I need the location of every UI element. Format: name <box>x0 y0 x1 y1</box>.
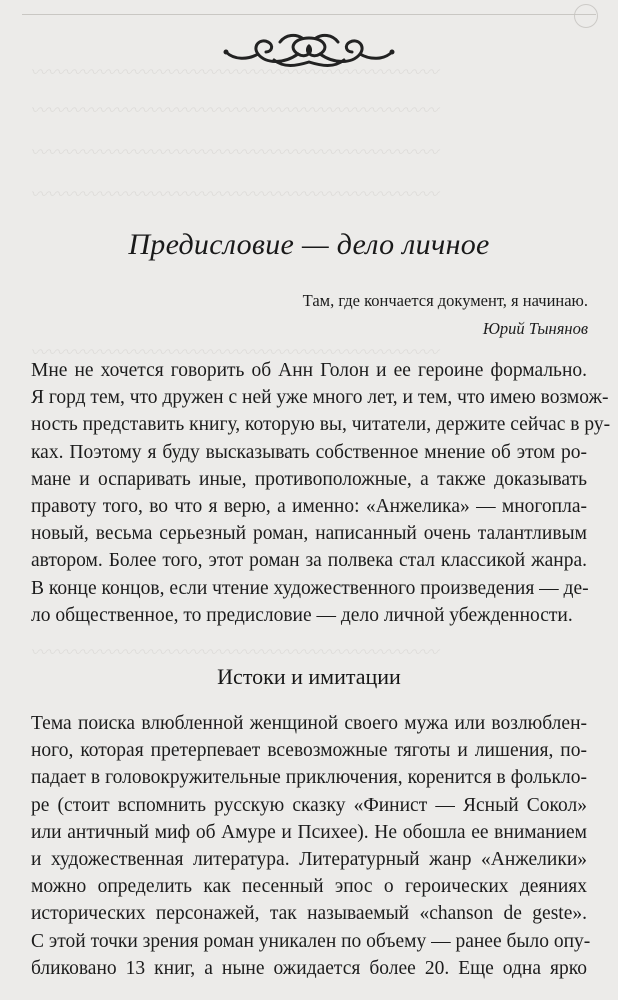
text-line: мане и оспаривать иные, противоположные, а также доказывать <box>31 468 587 490</box>
epigraph-author: Юрий Тынянов <box>482 319 588 338</box>
text-line: исторических персонажей, так называемый «chanson de geste». <box>31 903 587 925</box>
epigraph-quote: Там, где кончается документ, я начинаю. <box>302 291 588 310</box>
show-through-texture: 〰〰〰〰〰〰〰〰〰〰〰〰〰〰〰〰〰〰〰〰〰〰〰〰 <box>30 101 438 120</box>
text-line: автором. Более того, этот роман за полвека стал классикой жанра. <box>31 550 587 572</box>
text-line: бликовано 13 книг, а ныне ожидается более 20. Еще одна ярко <box>31 957 587 979</box>
chapter-title: Предисловие — дело личное <box>128 228 490 261</box>
text-line: и художественная литература. Литературный жанр «Анжелики» <box>31 848 587 870</box>
show-through-texture: 〰〰〰〰〰〰〰〰〰〰〰〰〰〰〰〰〰〰〰〰〰〰〰〰 <box>30 63 438 82</box>
show-through-texture: 〰〰〰〰〰〰〰〰〰〰〰〰〰〰〰〰〰〰〰〰〰〰〰〰 <box>30 643 438 662</box>
show-through-texture: 〰〰〰〰〰〰〰〰〰〰〰〰〰〰〰〰〰〰〰〰〰〰〰〰 <box>30 343 438 362</box>
show-through-texture: 〰〰〰〰〰〰〰〰〰〰〰〰〰〰〰〰〰〰〰〰〰〰〰〰 <box>30 143 438 162</box>
epigraph <box>303 287 588 343</box>
text-line: Тема поиска влюбленной женщиной своего мужа или возлюблен- <box>31 713 587 734</box>
text-line: Я горд тем, что дружен с ней уже много лет, и тем, что имею возмож- <box>31 387 609 409</box>
text-line: ло общественное, то предисловие — дело личной убежденности. <box>31 604 573 626</box>
text-line: можно определить как песенный эпос о героических деяниях <box>31 876 587 898</box>
section-title: Истоки и имитации <box>217 664 401 689</box>
text-line: падает в головокружительные приключения, коренится в фолькло- <box>31 767 587 789</box>
top-rule <box>22 14 596 15</box>
paragraph-origins <box>31 710 591 982</box>
text-line: или античный миф об Амуре и Психее). Не обошла ее вниманием <box>31 821 587 843</box>
text-line: В конце концов, если чтение художественного произведения — де- <box>31 577 589 599</box>
corner-ornament-icon <box>574 4 598 28</box>
text-line: ках. Поэтому я буду высказывать собственное мнение об этом ро- <box>31 441 587 463</box>
text-line: ре (стоит вспомнить русскую сказку «Финист — Ясный Сокол» <box>31 794 587 816</box>
text-line: ность представить книгу, которую вы, читатели, держите сейчас в ру- <box>31 414 611 436</box>
show-through-texture: 〰〰〰〰〰〰〰〰〰〰〰〰〰〰〰〰〰〰〰〰〰〰〰〰 <box>30 185 438 204</box>
text-line: ного, которая претерпевает всевозможные тяготы и лишения, по- <box>31 740 587 762</box>
text-line: новый, весьма серьезный роман, написанный очень талантливым <box>31 523 587 545</box>
text-line: С этой точки зрения роман уникален по объему — ранее было опу- <box>31 930 591 952</box>
paragraph-preface <box>31 357 611 629</box>
text-line: правоту того, во что я верю, а именно: «Анжелика» — многопла- <box>31 495 587 517</box>
text-line: Мне не хочется говорить об Анн Голон и ее героине формально. <box>31 360 587 381</box>
